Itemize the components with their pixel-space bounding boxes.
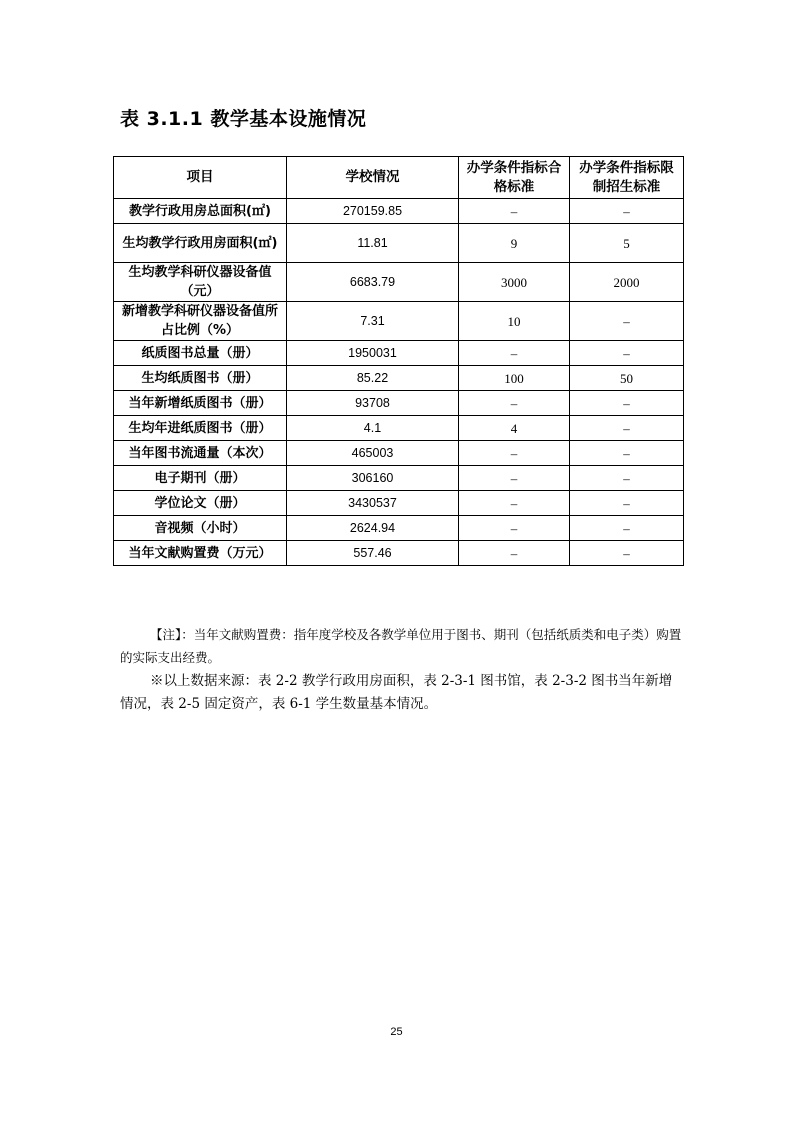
row-limit-value: –	[570, 302, 684, 341]
row-school-value: 6683.79	[287, 263, 459, 302]
row-school-value: 306160	[287, 466, 459, 491]
row-limit-value: –	[570, 199, 684, 224]
table-title: 表 3.1.1 教学基本设施情况	[120, 108, 367, 130]
page-number: 25	[390, 1026, 403, 1038]
note-data-source: ※以上数据来源：表 2-2 教学行政用房面积，表 2-3-1 图书馆，表 2-3-2 图书当年新增情况，表 2-5 固定资产，表 6-1 学生数量基本情况。	[120, 672, 673, 712]
row-limit-value: –	[570, 441, 684, 466]
row-qualified-value: –	[459, 441, 570, 466]
row-item: 生均年进纸质图书（册）	[114, 416, 287, 441]
row-limit-value: –	[570, 541, 684, 566]
row-school-value: 85.22	[287, 366, 459, 391]
table-row	[114, 416, 684, 441]
row-item: 当年图书流通量（本次）	[114, 441, 287, 466]
row-school-value: 7.31	[287, 302, 459, 341]
row-limit-value: –	[570, 391, 684, 416]
row-item: 新增教学科研仪器设备值所占比例（%）	[114, 302, 287, 341]
row-qualified-value: 9	[459, 224, 570, 263]
row-item: 学位论文（册）	[114, 491, 287, 516]
row-school-value: 93708	[287, 391, 459, 416]
header-qualified: 办学条件指标合格标准	[459, 157, 570, 199]
table-header-row	[114, 157, 684, 199]
row-qualified-value: –	[459, 516, 570, 541]
row-limit-value: –	[570, 516, 684, 541]
row-limit-value: 2000	[570, 263, 684, 302]
row-school-value: 3430537	[287, 491, 459, 516]
table-row	[114, 441, 684, 466]
row-qualified-value: –	[459, 466, 570, 491]
row-school-value: 2624.94	[287, 516, 459, 541]
row-school-value: 270159.85	[287, 199, 459, 224]
row-item: 纸质图书总量（册）	[114, 341, 287, 366]
row-qualified-value: 3000	[459, 263, 570, 302]
header-item: 项目	[114, 157, 287, 199]
row-limit-value: –	[570, 466, 684, 491]
row-limit-value: 5	[570, 224, 684, 263]
row-item: 当年新增纸质图书（册）	[114, 391, 287, 416]
header-school: 学校情况	[287, 157, 459, 199]
table-row	[114, 341, 684, 366]
row-limit-value: 50	[570, 366, 684, 391]
row-item: 音视频（小时）	[114, 516, 287, 541]
row-qualified-value: 4	[459, 416, 570, 441]
table-row	[114, 516, 684, 541]
row-limit-value: –	[570, 341, 684, 366]
row-school-value: 4.1	[287, 416, 459, 441]
row-school-value: 11.81	[287, 224, 459, 263]
row-item: 生均纸质图书（册）	[114, 366, 287, 391]
table-row	[114, 491, 684, 516]
facilities-table	[113, 156, 684, 566]
table-row	[114, 466, 684, 491]
table-row	[114, 224, 684, 263]
row-school-value: 1950031	[287, 341, 459, 366]
header-limit: 办学条件指标限制招生标准	[570, 157, 684, 199]
table-row	[114, 263, 684, 302]
table-row	[114, 391, 684, 416]
row-qualified-value: –	[459, 541, 570, 566]
row-qualified-value: –	[459, 199, 570, 224]
row-item: 生均教学行政用房面积(㎡)	[114, 224, 287, 263]
row-qualified-value: –	[459, 341, 570, 366]
row-qualified-value: 10	[459, 302, 570, 341]
row-item: 电子期刊（册）	[114, 466, 287, 491]
table-row	[114, 199, 684, 224]
row-item: 教学行政用房总面积(㎡)	[114, 199, 287, 224]
row-item: 当年文献购置费（万元）	[114, 541, 287, 566]
row-qualified-value: –	[459, 491, 570, 516]
row-item: 生均教学科研仪器设备值（元）	[114, 263, 287, 302]
note-purchase-cost: 【注】：当年文献购置费：指年度学校及各教学单位用于图书、期刊（包括纸质类和电子类）购置的实际支出经费。	[120, 626, 682, 665]
row-school-value: 557.46	[287, 541, 459, 566]
row-school-value: 465003	[287, 441, 459, 466]
table-row	[114, 302, 684, 341]
row-limit-value: –	[570, 491, 684, 516]
row-qualified-value: 100	[459, 366, 570, 391]
row-qualified-value: –	[459, 391, 570, 416]
table-row	[114, 541, 684, 566]
row-limit-value: –	[570, 416, 684, 441]
table-row	[114, 366, 684, 391]
